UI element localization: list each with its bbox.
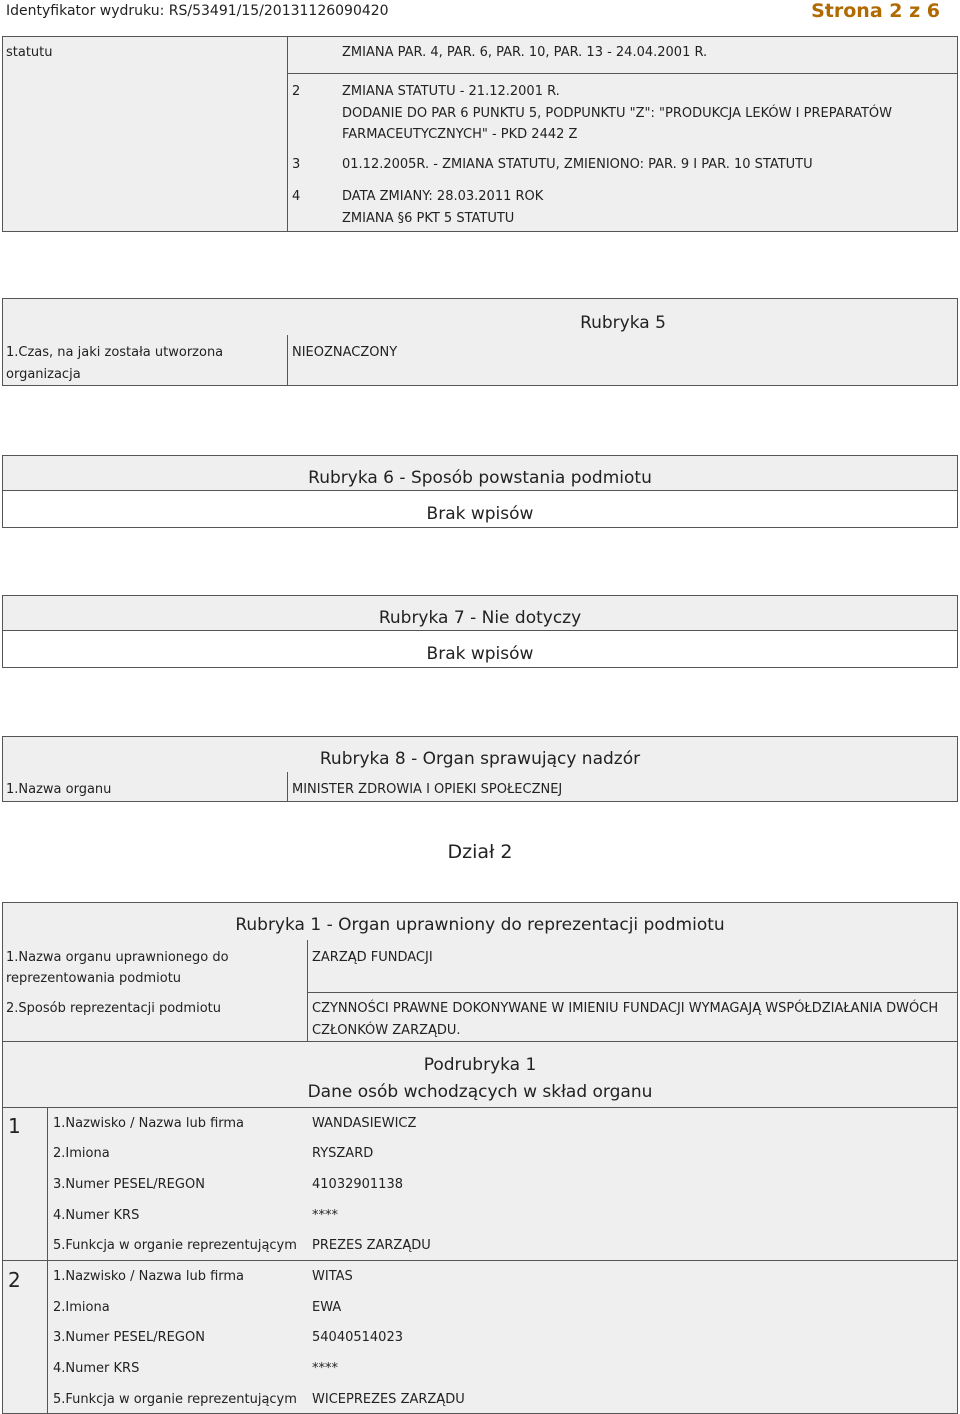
person-1-label: 3.Numer PESEL/REGON <box>53 1177 205 1192</box>
rubryka1-field2-value: CZŁONKÓW ZARZĄDU. <box>312 1023 461 1038</box>
statute-entry-4-line: DATA ZMIANY: 28.03.2011 ROK <box>342 189 544 204</box>
statute-entry-4-line: ZMIANA §6 PKT 5 STATUTU <box>342 211 515 226</box>
rubryka1-field1-label: 1.Nazwa organu uprawnionego do <box>6 950 229 965</box>
print-identifier: Identyfikator wydruku: RS/53491/15/20131126090420 <box>6 3 389 19</box>
statute-entry-4-number: 4 <box>292 189 301 204</box>
statute-entry-2-line: ZMIANA STATUTU - 21.12.2001 R. <box>342 84 560 99</box>
rubryka1-field1-value: ZARZĄD FUNDACJI <box>312 950 433 965</box>
rubryka1-field2-value: CZYNNOŚCI PRAWNE DOKONYWANE W IMIENIU FUNDACJI WYMAGAJĄ WSPÓŁDZIAŁANIA DWÓCH <box>312 1001 939 1016</box>
statute-entry-2-number: 2 <box>292 84 301 99</box>
rubryka8-label: 1.Nazwa organu <box>6 782 112 797</box>
rubryka8-value: MINISTER ZDROWIA I OPIEKI SPOŁECZNEJ <box>292 782 563 797</box>
page-number: Strona 2 z 6 <box>811 0 940 22</box>
rubryka1-field2-label: 2.Sposób reprezentacji podmiotu <box>6 1001 221 1016</box>
rubryka1-field1-label: reprezentowania podmiotu <box>6 971 182 986</box>
rubryka5-title: Rubryka 5 <box>580 313 666 333</box>
podrubryka-subtitle: Dane osób wchodzących w skład organu <box>307 1082 653 1102</box>
person-1-value: PREZES ZARZĄDU <box>312 1238 431 1253</box>
person-2-value: EWA <box>312 1300 342 1315</box>
rubryka6-empty: Brak wpisów <box>426 504 534 524</box>
person-2-label: 2.Imiona <box>53 1300 110 1315</box>
person-1-number: 1 <box>8 1114 21 1138</box>
person-1-label: 4.Numer KRS <box>53 1208 140 1223</box>
rubryka5-value: NIEOZNACZONY <box>292 345 398 360</box>
statute-entry-1-line: ZMIANA PAR. 4, PAR. 6, PAR. 10, PAR. 13 - 24.04.2001 R. <box>342 45 708 60</box>
rubryka6-title: Rubryka 6 - Sposób powstania podmiotu <box>308 468 652 488</box>
person-1-label: 2.Imiona <box>53 1146 110 1161</box>
rubryka5-label: 1.Czas, na jaki została utworzona <box>6 345 224 360</box>
rubryka5-label: organizacja <box>6 367 81 382</box>
person-2-number: 2 <box>8 1268 21 1292</box>
podrubryka-title: Podrubryka 1 <box>423 1055 537 1075</box>
rubryka1-title: Rubryka 1 - Organ uprawniony do reprezentacji podmiotu <box>235 915 725 935</box>
rubryka8-title: Rubryka 8 - Organ sprawujący nadzór <box>319 749 641 769</box>
person-2-value: 54040514023 <box>312 1330 403 1345</box>
person-1-value: 41032901138 <box>312 1177 403 1192</box>
statute-entry-3-number: 3 <box>292 157 301 172</box>
rubryka5-section <box>2 298 958 386</box>
rubryka7-title: Rubryka 7 - Nie dotyczy <box>378 608 582 628</box>
person-2-label: 1.Nazwisko / Nazwa lub firma <box>53 1269 245 1284</box>
person-1-value: **** <box>312 1208 338 1223</box>
person-2-label: 4.Numer KRS <box>53 1361 140 1376</box>
person-2-label: 5.Funkcja w organie reprezentującym <box>53 1392 297 1407</box>
person-2-value: WICEPREZES ZARZĄDU <box>312 1392 465 1407</box>
person-1-value: RYSZARD <box>312 1146 374 1161</box>
person-2-value: WITAS <box>312 1269 353 1284</box>
person-2-label: 3.Numer PESEL/REGON <box>53 1330 205 1345</box>
rubryka7-empty: Brak wpisów <box>426 644 534 664</box>
statute-entry-2-line: FARMACEUTYCZNYCH" - PKD 2442 Z <box>342 127 578 142</box>
person-1-label: 1.Nazwisko / Nazwa lub firma <box>53 1116 245 1131</box>
person-1-value: WANDASIEWICZ <box>312 1116 417 1131</box>
statute-entry-3-line: 01.12.2005R. - ZMIANA STATUTU, ZMIENIONO: PAR. 9 I PAR. 10 STATUTU <box>342 157 813 172</box>
dzial-title: Dział 2 <box>447 841 513 863</box>
statute-entry-2-line: DODANIE DO PAR 6 PUNKTU 5, PODPUNKTU "Z": "PRODUKCJA LEKÓW I PREPARATÓW <box>342 106 893 121</box>
person-1-label: 5.Funkcja w organie reprezentującym <box>53 1238 297 1253</box>
person-2-value: **** <box>312 1361 338 1376</box>
statute-label: statutu <box>6 45 53 60</box>
